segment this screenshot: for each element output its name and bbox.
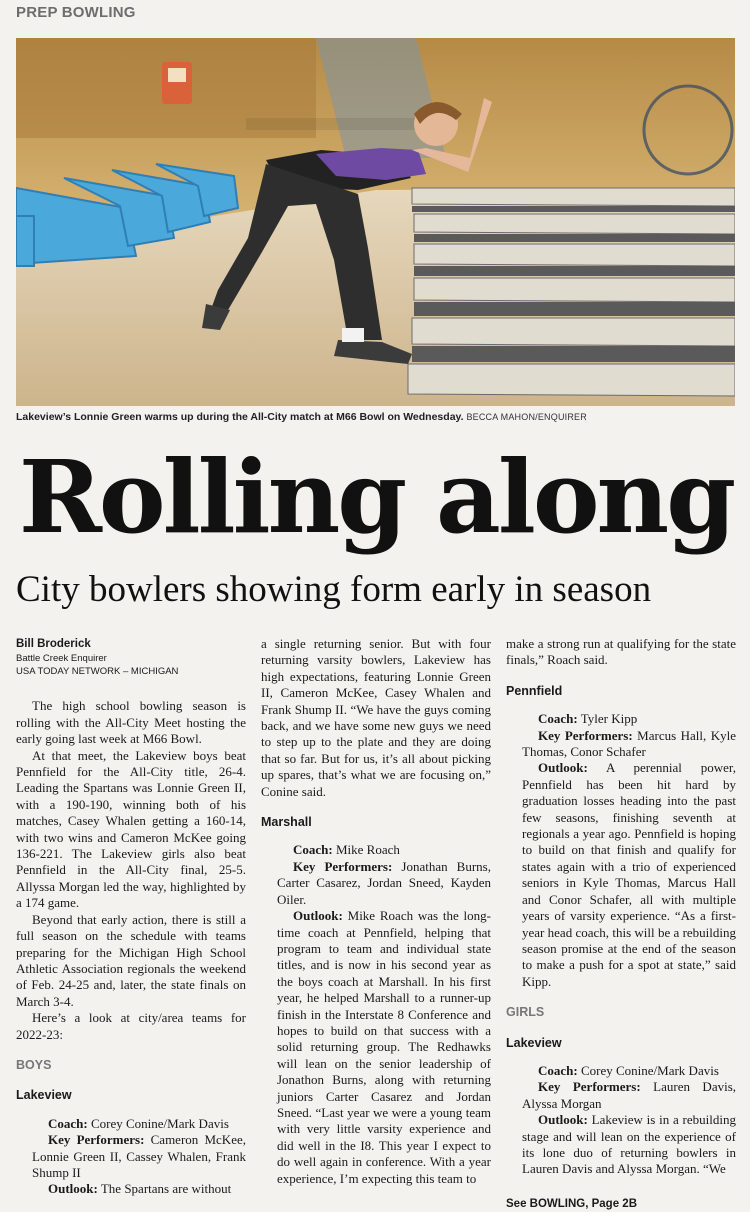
performers-line	[506, 1079, 736, 1112]
performers-line	[16, 1132, 246, 1181]
outlook-line	[506, 760, 736, 990]
coach-label: Coach:	[48, 1115, 88, 1131]
coach-line	[506, 1063, 736, 1079]
outlook-value: Mike Roach was the long-time coach at Pennfield, helping that program to team and individual state titles, and is now in his second year as the boys coach at Marshall. In his first year, he helped Marshall to a runner-up finish in the Interstate 8 Conference and hopes to build on that success with a solid returning group. The Redhawks will lean on the senior leadership of Jonathon Burns, along with returning juniors Carter Casarez and Jordan Sneed. “Last year we were a young team with very little varsity experience and did well in the I8. This year I expect to do well again in conference. With a year experience, I’m expecting this team to	[277, 908, 491, 1186]
section-label: PREP BOWLING	[16, 4, 136, 21]
outlook-continued: make a strong run at qualifying for the state finals,” Roach said.	[506, 636, 736, 668]
coach-label: Coach:	[538, 1062, 578, 1078]
coach-label: Coach:	[293, 842, 333, 858]
outlook-continued: a single returning senior. But with four returning varsity bowlers, Lakeview has high expectations, featuring Lonnie Green II, Cameron McKee, Casey Whalen and Frank Shump II. “We have the guys coming back, and we have some new guys we need to step up to the plate and they are doing that so far. But for us, it’s all about picking up spares, that’s what we are focusing on,” Conine said.	[261, 636, 491, 799]
team-heading-pennfield: Pennfield	[506, 683, 563, 698]
performers-label: Key Performers:	[538, 727, 633, 743]
intro-paragraph: Here’s a look at city/area teams for 2022-23:	[16, 1010, 246, 1042]
boys-heading: BOYS	[16, 1057, 52, 1072]
intro-paragraph: At that meet, the Lakeview boys beat Pennfield for the All-City title, 26-4. Leading the Spartans was Lonnie Green II, with a 190-190, winning both of his matches, Casey Whalen getting a 160-14, with two wins and Cameron McKee going 136-221. The Lakeview girls also beat Pennfield in the All-City final, 25-5. Allyssa Morgan led the way, highlighted by a 174 game.	[16, 747, 246, 911]
outlook-line	[261, 908, 491, 1187]
byline-outlet: Battle Creek Enquirer	[16, 653, 107, 665]
intro-paragraph: The high school bowling season is rolling with the All-City Meet hosting the early going last week at M66 Bowl.	[16, 698, 246, 747]
caption-text: Lakeview’s Lonnie Green warms up during the All-City match at M66 Bowl on Wednesday.	[16, 411, 464, 423]
byline-network: USA TODAY NETWORK – MICHIGAN	[16, 666, 179, 678]
photo-credit: BECCA MAHON/ENQUIRER	[466, 412, 587, 422]
headline: Rolling along	[18, 438, 734, 556]
coach-value: Tyler Kipp	[580, 711, 638, 727]
byline-author: Bill Broderick	[16, 638, 91, 650]
team-heading-lakeview-boys: Lakeview	[16, 1088, 72, 1103]
article-column-3	[506, 636, 736, 1212]
coach-line	[16, 1116, 246, 1132]
outlook-label: Outlook:	[538, 760, 588, 776]
performers-value: Marcus Hall, Kyle Thomas, Conor Schafer	[522, 727, 736, 760]
outlook-label: Outlook:	[293, 908, 343, 924]
bowler-photo	[16, 38, 735, 406]
coach-value: Corey Conine/Mark Davis	[580, 1062, 719, 1078]
coach-label: Coach:	[538, 711, 578, 727]
bowling-alley-illustration	[16, 38, 735, 406]
performers-line	[506, 728, 736, 761]
performers-value: Lauren Davis, Alyssa Morgan	[522, 1079, 737, 1111]
jump-link[interactable]: See BOWLING, Page 2B	[506, 1197, 638, 1210]
outlook-label: Outlook:	[48, 1181, 98, 1197]
team-heading-lakeview-girls: Lakeview	[506, 1035, 562, 1050]
article-column-1	[16, 636, 246, 1198]
team-heading-marshall: Marshall	[261, 815, 312, 830]
outlook-value: Lakeview is in a rebuilding stage and will lean on the experience of its lone duo of returning bowlers in Lauren Davis and Alyssa Morgan. “We	[522, 1112, 736, 1177]
girls-heading: GIRLS	[506, 1005, 545, 1020]
article-column-2	[261, 636, 491, 1187]
coach-line	[261, 842, 491, 858]
intro-paragraph: Beyond that early action, there is still a full season on the schedule with teams preparing for the Michigan High School Athletic Association regionals the weekend of Feb. 24-25 and, later, the state finals on March 3-4.	[16, 911, 246, 1009]
performers-value: Cameron McKee, Lonnie Green II, Cassey Whalen, Frank Shump II	[32, 1132, 246, 1180]
outlook-value: The Spartans are without	[100, 1181, 232, 1197]
performers-label: Key Performers:	[538, 1079, 641, 1095]
performers-label: Key Performers:	[48, 1132, 145, 1148]
coach-value: Mike Roach	[335, 842, 400, 858]
outlook-label: Outlook:	[538, 1112, 588, 1128]
outlook-line	[506, 1112, 736, 1178]
outlook-value: A perennial power, Pennfield has been hit hard by graduation losses heading into the past few seasons, finishing seventh at regionals a year ago. Pennfield is hoping to build on that finish and qualify for states again with a trio of experienced seniors in Kyle Thomas, Marcus Hall and Conor Schafer, all with multiple years of varsity experience. “As a first-year head coach, this will be a rebuilding season promise at the end of the season to make a push for a spot at state,” said Kipp.	[522, 760, 736, 989]
photo-caption	[16, 411, 736, 423]
coach-value: Corey Conine/Mark Davis	[90, 1115, 229, 1131]
performers-value: Jonathan Burns, Carter Casarez, Jordan Sneed, Kayden Oiler.	[277, 858, 491, 907]
subheadline: City bowlers showing form early in season	[16, 569, 652, 610]
outlook-line	[16, 1181, 246, 1197]
performers-label: Key Performers:	[293, 858, 393, 874]
coach-line	[506, 711, 736, 727]
performers-line	[261, 859, 491, 908]
